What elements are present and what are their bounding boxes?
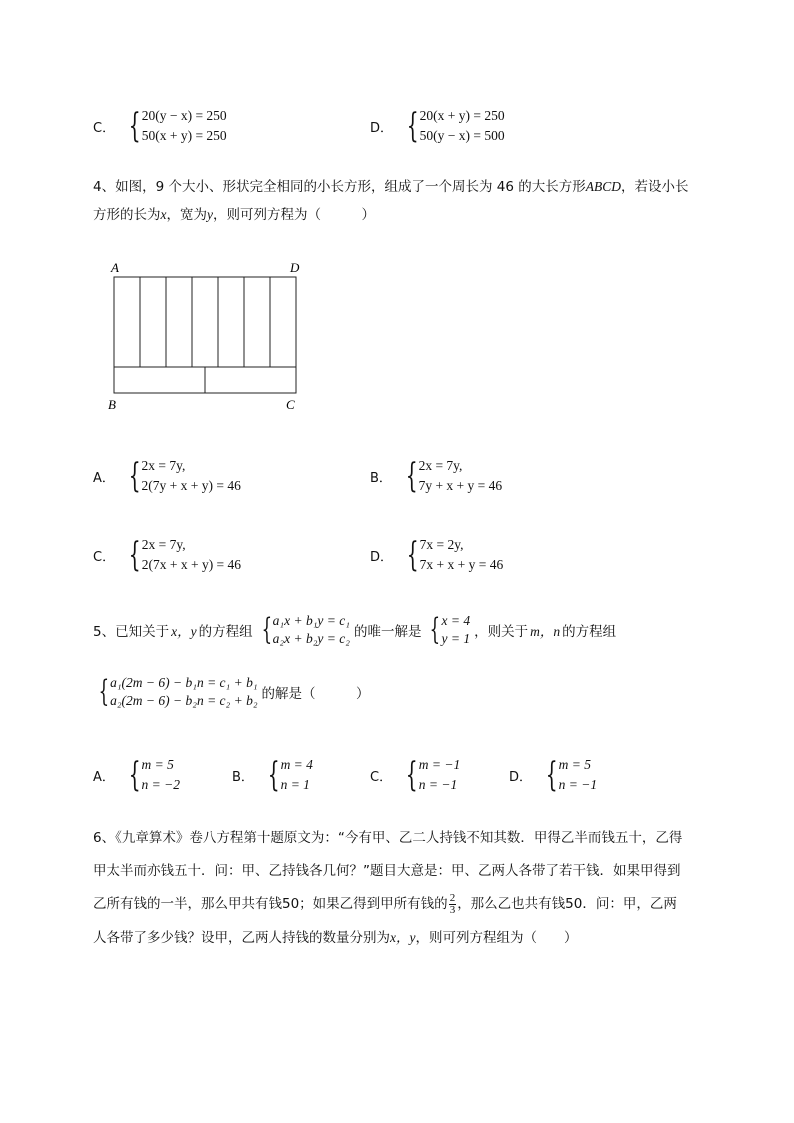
equation-line: 20(y − x) = 250 [141, 108, 227, 123]
equation-line: a₂(2m − 6) − b₂n = c₂ + b₂ [110, 693, 258, 708]
q4-line2-part: 方形的长为 [93, 207, 161, 223]
option-label: C． [370, 769, 393, 785]
fraction-denominator: 3 [449, 903, 456, 916]
q6-text: ，则可列方程组为（ ） [415, 930, 578, 946]
option-label: C． [93, 549, 116, 565]
option-label: B． [370, 470, 392, 486]
brace-icon: { [128, 535, 141, 575]
equation-line: 50(x + y) = 250 [141, 128, 227, 143]
q3-option-d[interactable] [370, 106, 505, 146]
q6-text: 乙所有钱的一半，那么甲共有钱50；如果乙得到甲所有钱的 [93, 896, 448, 912]
option-label: B． [232, 769, 254, 785]
brace-icon: { [406, 535, 419, 575]
brace-icon: { [405, 755, 418, 795]
equation-line: 2x = 7y, [141, 537, 186, 552]
q4-line1-end: ，若设小长 [620, 179, 689, 195]
q5-text: 的唯一解是 [353, 624, 422, 640]
fraction-numerator: 2 [449, 891, 456, 904]
vertex-label-c: C [286, 397, 295, 412]
q5-option-a[interactable] [93, 755, 180, 795]
equation-system [397, 106, 505, 146]
option-label: D． [509, 769, 533, 785]
equation-system [421, 612, 470, 648]
question-5-system [90, 674, 370, 710]
equation-system [119, 106, 227, 146]
q4-option-a[interactable] [93, 456, 241, 496]
equation-line: 2x = 7y, [141, 458, 186, 473]
equation-line: 2(7y + x + y) = 46 [141, 478, 241, 493]
q6-text: ，那么乙也共有钱50．问：甲，乙两 [457, 896, 677, 912]
q4-abcd: ABCD [585, 179, 621, 194]
q4-var-y: y [207, 207, 213, 222]
q4-option-d[interactable] [370, 535, 503, 575]
equation-line: 7x = 2y, [419, 537, 464, 552]
rectangle-figure [100, 258, 320, 418]
option-label: D． [370, 549, 394, 565]
equation-line: m = −1 [418, 757, 461, 772]
q5-vars-mn: m，n [530, 624, 561, 639]
option-label: A． [93, 470, 115, 486]
equation-system [119, 755, 180, 795]
equation-line: 50(y − x) = 500 [419, 128, 505, 143]
q6-line: 甲太半而亦钱五十．问：甲、乙持钱各几何？”题目大意是：甲、乙两人各带了若干钱．如果甲得到 [93, 863, 681, 879]
brace-icon: { [98, 674, 110, 709]
equation-line: m = 5 [141, 757, 174, 772]
q5-option-c[interactable] [370, 755, 460, 795]
q6-vars-xy: x，y [390, 930, 416, 945]
equation-line: a₁x + b₁y = c₁ [272, 613, 350, 628]
equation-system [397, 535, 503, 575]
equation-system [536, 755, 597, 795]
question-6-text [93, 822, 758, 955]
brace-icon: { [405, 456, 418, 496]
brace-icon: { [261, 612, 272, 647]
equation-line: n = −2 [141, 777, 181, 792]
q6-line: 6、《九章算术》卷八方程第十题原文为：“今有甲、乙二人持钱不知其数．甲得乙半而钱五十，乙得 [93, 830, 683, 846]
q4-line1: 4、如图，9 个大小、形状完全相同的小长方形，组成了一个周长为 46 的大长方形 [93, 179, 586, 195]
brace-icon: { [128, 106, 141, 146]
q5-text: 的方程组 [562, 624, 617, 640]
equation-system [396, 456, 502, 496]
q4-option-c[interactable] [93, 535, 241, 575]
equation-line: 7x + x + y = 46 [419, 557, 504, 572]
option-label: C． [93, 120, 116, 136]
equation-line: 7y + x + y = 46 [418, 478, 503, 493]
vertex-label-d: D [290, 260, 300, 275]
equation-line: n = 1 [280, 777, 310, 792]
vertex-label-b: B [108, 397, 116, 412]
q5-text: 5、已知关于 [93, 624, 170, 640]
brace-icon: { [267, 755, 280, 795]
equation-system [90, 674, 258, 710]
equation-line: y = 1 [441, 631, 471, 646]
brace-icon: { [545, 755, 558, 795]
brace-icon: { [128, 456, 141, 496]
question-5-text [93, 612, 616, 648]
equation-system [119, 456, 241, 496]
q5-vars-xy: x，y [171, 624, 197, 639]
q4-line2-part: ，宽为 [166, 207, 207, 223]
brace-icon: { [128, 755, 141, 795]
q4-var-x: x [160, 207, 167, 222]
equation-line: a₂x + b₂y = c₂ [272, 631, 350, 646]
option-label: D． [370, 120, 394, 136]
q5-option-d[interactable] [509, 755, 597, 795]
q5-option-b[interactable] [232, 755, 313, 795]
q3-option-c[interactable] [93, 106, 227, 146]
equation-line: m = 4 [280, 757, 313, 772]
equation-line: a₁(2m − 6) − b₁n = c₁ + b₁ [110, 675, 258, 690]
equation-line: m = 5 [558, 757, 592, 772]
brace-icon: { [430, 612, 441, 647]
question-4-text [93, 173, 753, 229]
equation-line: x = 4 [441, 613, 471, 628]
q5-text: 的解是（ ） [261, 686, 370, 702]
option-label: A． [93, 769, 115, 785]
equation-system [258, 755, 313, 795]
q6-text: 人各带了多少钱？设甲，乙两人持钱的数量分别为 [93, 930, 390, 946]
equation-line: 2x = 7y, [418, 458, 463, 473]
equation-system [119, 535, 241, 575]
q4-option-b[interactable] [370, 456, 502, 496]
q5-text: 的方程组 [198, 624, 253, 640]
brace-icon: { [406, 106, 419, 146]
q5-text: ，则关于 [474, 624, 529, 640]
fraction-two-thirds [449, 893, 457, 916]
equation-line: n = −1 [418, 777, 458, 792]
equation-line: n = −1 [558, 777, 598, 792]
equation-system [253, 612, 350, 648]
vertex-label-a: A [111, 260, 119, 275]
equation-system [396, 755, 460, 795]
equation-line: 2(7x + x + y) = 46 [141, 557, 242, 572]
equation-line: 20(x + y) = 250 [419, 108, 505, 123]
q4-line2-part: ，则可列方程为（ ） [213, 207, 375, 223]
